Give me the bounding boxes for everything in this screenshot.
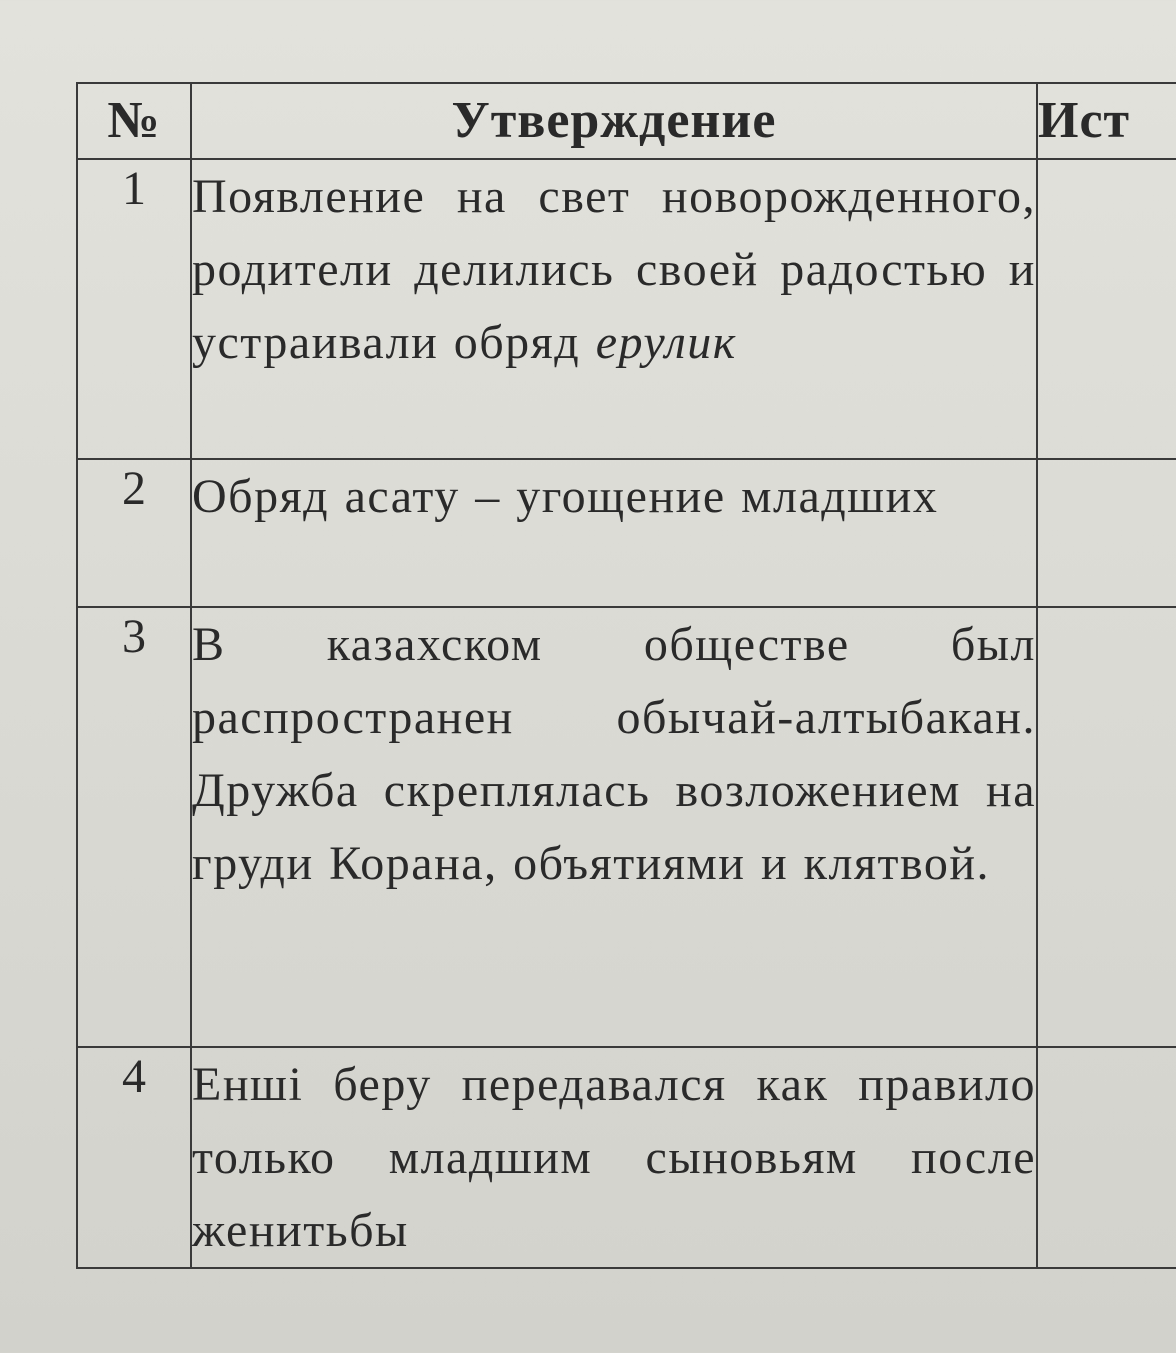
row-statement: В казахском обществе был распространен обычай-алтыбакан. Дружба скреплялась возложением на груди Корана, объятиями и клятвой.: [191, 607, 1037, 1047]
header-statement: Утверждение: [191, 83, 1037, 159]
worksheet-table-container: [76, 82, 1176, 1269]
table-row: [77, 159, 1176, 459]
statement-italic-term: ерулик: [595, 316, 737, 369]
truth-answer-cell[interactable]: [1037, 1047, 1176, 1268]
row-number: 4: [77, 1047, 191, 1268]
header-number: №: [77, 83, 191, 159]
table-row: [77, 607, 1176, 1047]
table-row: [77, 1047, 1176, 1268]
truth-answer-cell[interactable]: [1037, 607, 1176, 1047]
row-number: 1: [77, 159, 191, 459]
row-statement: Обряд асату – угощение младших: [191, 459, 1037, 607]
table-row: [77, 459, 1176, 607]
row-statement: [191, 159, 1037, 459]
row-number: 2: [77, 459, 191, 607]
truth-answer-cell[interactable]: [1037, 459, 1176, 607]
row-number: 3: [77, 607, 191, 1047]
table-header-row: [77, 83, 1176, 159]
row-statement: Енші беру передавался как правило только младшим сыновьям после женитьбы: [191, 1047, 1037, 1268]
statements-table: [76, 82, 1176, 1269]
truth-answer-cell[interactable]: [1037, 159, 1176, 459]
header-truth: Ист: [1037, 83, 1176, 159]
statement-text: Появление на свет новорожденного, родители делились своей радостью и устраивали обряд: [192, 170, 1036, 369]
